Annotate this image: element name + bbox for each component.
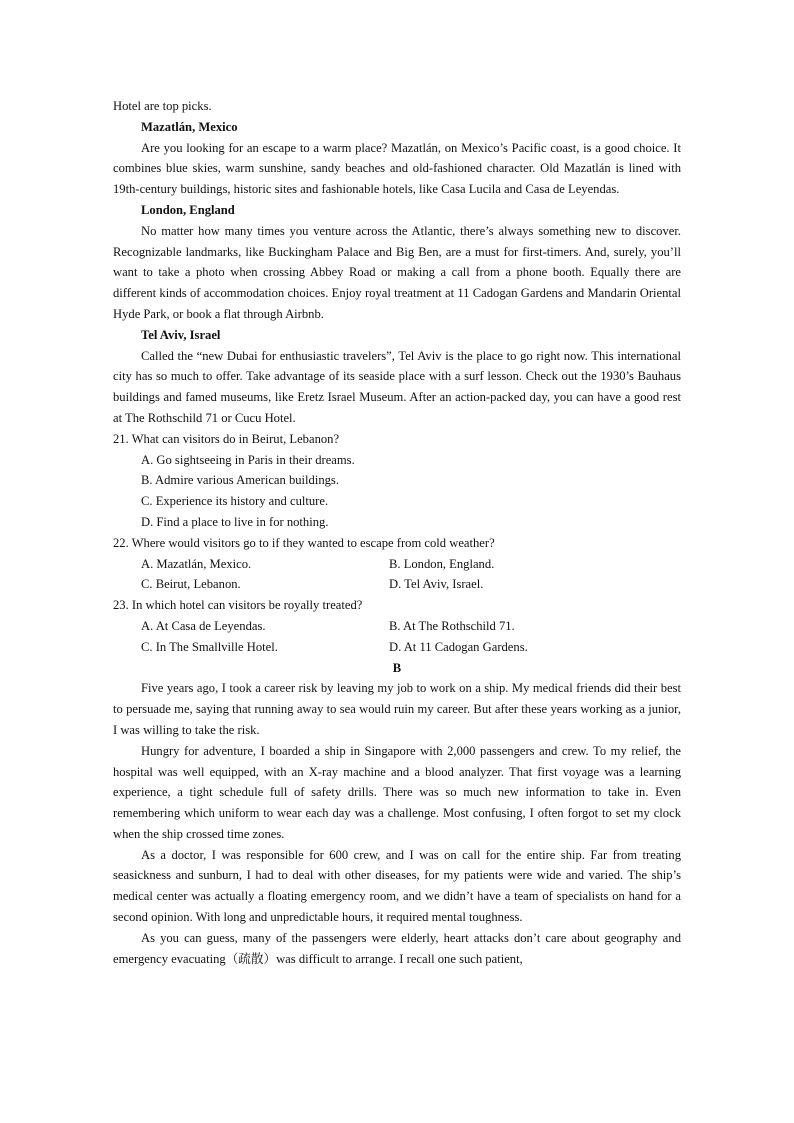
passage-a-continuation: Hotel are top picks. [113, 99, 212, 113]
question-22-option-b: B. London, England. [389, 556, 495, 571]
question-23-stem: 23. In which hotel can visitors be royally treated? [113, 598, 363, 613]
question-23-option-b: B. At The Rothschild 71. [389, 618, 515, 633]
section-text-london: No matter how many times you venture across the Atlantic, there’s always something new to discover. Recognizable landmarks, like Buckingham Palace and Big Ben, are a must for first-timers. And, surely, you’ll want to take a photo when crossing Abbey Road or making a call from a phone booth. Equally there are different kinds of accommodation choices. Enjoy royal treatment at 11 Cadogan Gardens and Mandarin Oriental Hyde Park, or book a flat through Airbnb. [113, 223, 681, 321]
question-21-stem: 21. What can visitors do in Beirut, Lebanon? [113, 431, 340, 446]
question-23-options-row-2 [141, 637, 681, 658]
question-22-option-c: C. Beirut, Lebanon. [141, 577, 241, 592]
section-heading-mazatlan: Mazatlán, Mexico [141, 119, 238, 134]
question-23-option-c: C. In The Smallville Hotel. [141, 639, 278, 654]
question-23-option-d: D. At 11 Cadogan Gardens. [389, 639, 528, 654]
section-heading-london: London, England [141, 202, 235, 217]
section-heading-tel-aviv: Tel Aviv, Israel [141, 327, 221, 342]
question-21-option-d: D. Find a place to live in for nothing. [141, 514, 329, 529]
question-21-option-c: C. Experience its history and culture. [141, 494, 329, 509]
question-22-stem: 22. Where would visitors go to if they wanted to escape from cold weather? [113, 535, 495, 550]
question-22-option-a: A. Mazatlán, Mexico. [141, 556, 252, 571]
question-22-option-d: D. Tel Aviv, Israel. [389, 577, 484, 592]
question-23-options-row-1 [141, 616, 681, 637]
section-text-mazatlan: Are you looking for an escape to a warm place? Mazatlán, on Mexico’s Pacific coast, is a good choice. It combines blue skies, warm sunshine, sandy beaches and old-fashioned character. Old Mazatlán is lined with 19th-century buildings, historic sites and fashionable hotels, like Casa Lucila and Casa de Leyendas. [113, 140, 681, 197]
passage-b-paragraph: As a doctor, I was responsible for 600 crew, and I was on call for the entire ship. Far from treating seasickness and sunburn, I had to deal with other diseases, for my patients were wide and varied. The ship’s medical center was actually a floating emergency room, and we didn’t have a team of specialists on hand for a second opinion. With long and unpredictable hours, it required mental toughness. [113, 847, 681, 925]
question-22-options-row-1 [141, 554, 681, 575]
passage-b-paragraph: Five years ago, I took a career risk by leaving my job to work on a ship. My medical friends did their best to persuade me, saying that running away to sea would ruin my career. But after these years working as a junior, I was willing to take the risk. [113, 681, 681, 737]
section-text-tel-aviv: Called the “new Dubai for enthusiastic travelers”, Tel Aviv is the place to go right now. This international city has so much to offer. Take advantage of its seaside place with a surf lesson. Check out the 1930’s Bauhaus buildings and famed museums, like Eretz Israel Museum. After an action-packed day, you can have a good rest at The Rothschild 71 or Cucu Hotel. [113, 348, 681, 425]
question-23-option-a: A. At Casa de Leyendas. [141, 618, 266, 633]
question-21-option-b: B. Admire various American buildings. [141, 473, 339, 488]
passage-b-label: B [392, 660, 402, 675]
document-page [113, 96, 681, 969]
passage-b-paragraph: Hungry for adventure, I boarded a ship in Singapore with 2,000 passengers and crew. To my relief, the hospital was well equipped, with an X-ray machine and a blood analyzer. That first voyage was a learning experience, a tight schedule full of safety drills. There was so much new information to take in. Even remembering which uniform to wear each day was a challenge. Most confusing, I often forgot to set my clock when the ship crossed time zones. [113, 743, 681, 841]
question-22-options-row-2 [141, 574, 681, 595]
passage-b-paragraph: As you can guess, many of the passengers were elderly, heart attacks don’t care about geography and emergency evacuating（疏散）was difficult to arrange. I recall one such patient, [113, 930, 681, 966]
question-21-option-a: A. Go sightseeing in Paris in their dreams. [141, 452, 355, 467]
